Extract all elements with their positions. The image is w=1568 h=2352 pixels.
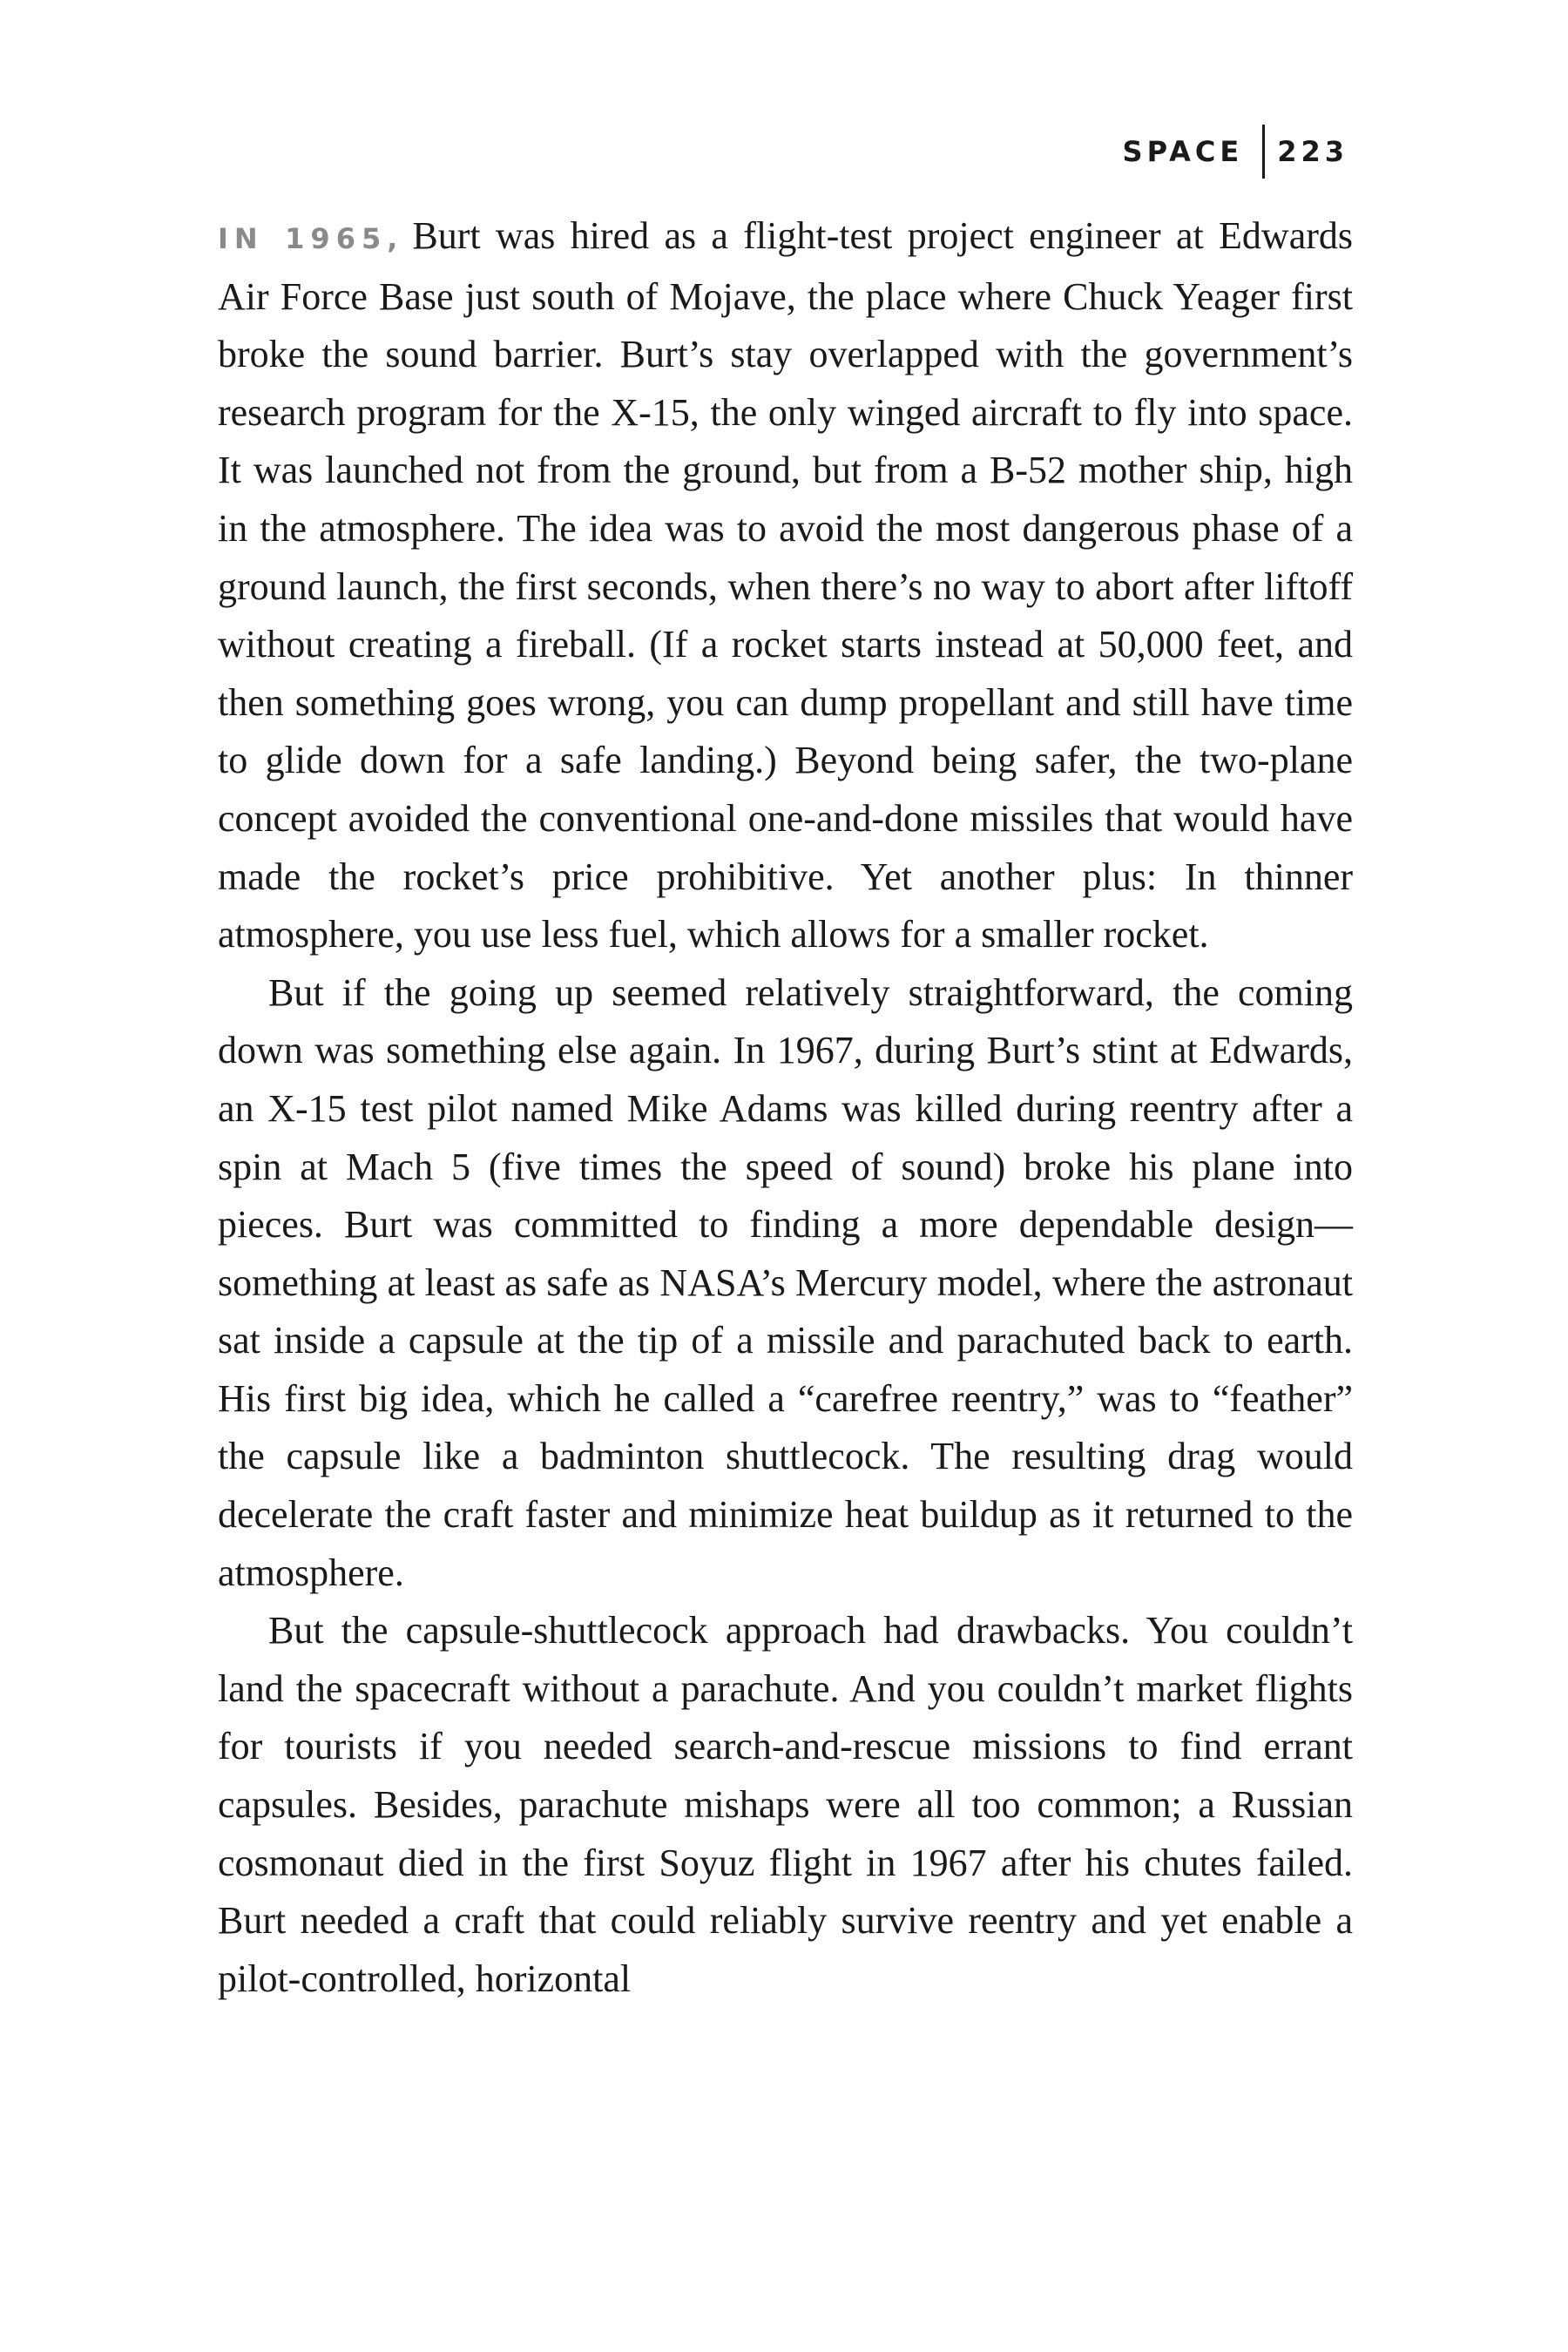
page-number: 223 bbox=[1277, 135, 1348, 168]
paragraph-1 bbox=[218, 207, 1353, 964]
section-title: SPACE bbox=[1122, 135, 1244, 168]
paragraph-3: But the capsule-shuttlecock approach had drawbacks. You couldn’t land the spacecraft without a parachute. And you couldn’t market flights for tourists if you needed search-and-rescue missions to find errant capsules. Besides, parachute mishaps were all too common; a Russian cosmonaut died in the first Soyuz flight in 1967 after his chutes failed. Burt needed a craft that could reliably survive reentry and yet enable a pilot-controlled, horizontal bbox=[218, 1609, 1353, 2000]
header-divider bbox=[1262, 125, 1265, 179]
lead-in: IN 1965, bbox=[218, 222, 404, 255]
paragraph-1-text: Burt was hired as a flight-test project engineer at Edwards Air Force Base just south of Mojave, the place where Chuck Yeager first broke the sound barrier. Burt’s stay overlapped with the government’s research program for the X-15, the only winged aircraft to fly into space. It was launched not from the ground, but from a B-52 mother ship, high in the atmosphere. The idea was to avoid the most dangerous phase of a ground launch, the first seconds, when there’s no way to abort after liftoff without creating a fireball. (If a rocket starts instead at 50,000 feet, and then something goes wrong, you can dump propellant and still have time to glide down for a safe landing.) Beyond being safer, the two-plane concept avoided the conventional one-and-done missiles that would have made the rocket’s price prohibitive. Yet another plus: In thinner atmosphere, you use less fuel, which allows for a smaller rocket. bbox=[218, 214, 1354, 956]
running-head bbox=[1123, 125, 1348, 179]
page-body bbox=[218, 207, 1353, 2008]
paragraph-2: But if the going up seemed relatively straightforward, the coming down was something else again. In 1967, during Burt’s stint at Edwards, an X-15 test pilot named Mike Adams was killed during reentry after a spin at Mach 5 (five times the speed of sound) broke his plane into pieces. Burt was committed to finding a more dependable design—something at least as safe as NASA’s Mercury model, where the astronaut sat inside a capsule at the tip of a missile and parachuted back to earth. His first big idea, which he called a “carefree reentry,” was to “feather” the capsule like a badminton shuttlecock. The resulting drag would decelerate the craft faster and minimize heat buildup as it returned to the atmosphere. bbox=[218, 970, 1353, 1594]
